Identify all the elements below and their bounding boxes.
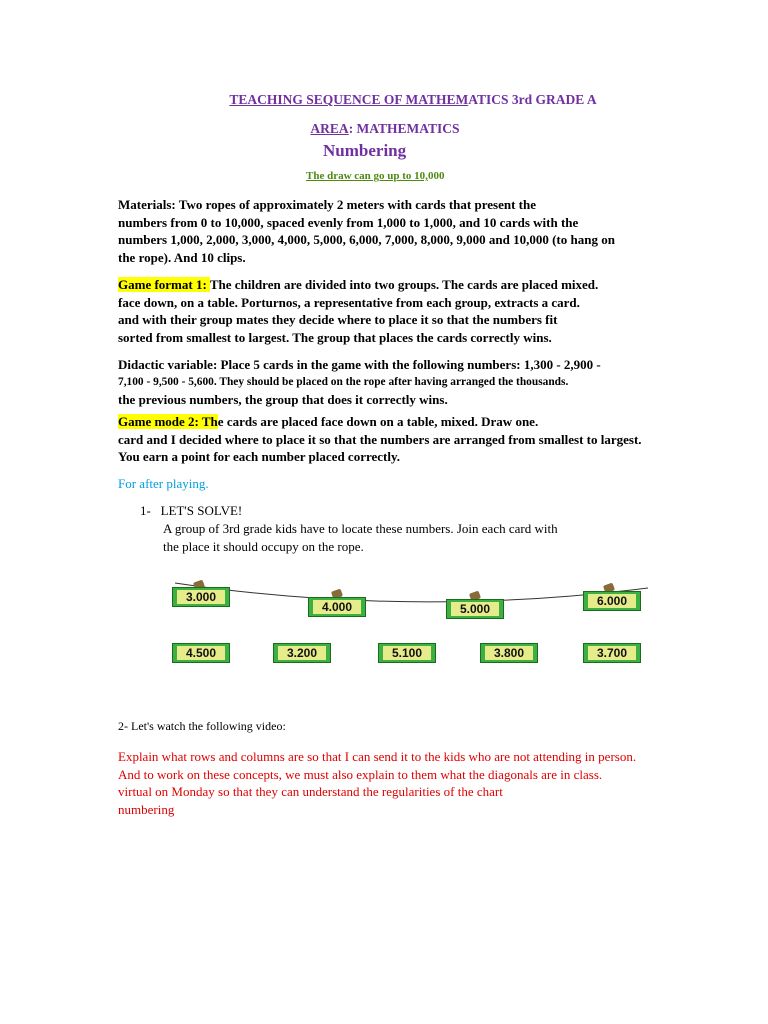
didactic-line: 7,100 - 9,500 - 5,600. They should be placed on the rope after having arranged the thousands. [118,375,569,388]
game2-line: card and I decided where to place it so that the numbers are arranged from smallest to largest. [118,431,642,447]
subtitle: Numbering [323,141,407,160]
notes-line: And to work on these concepts, we must also explain to them what the diagonals are in class. [118,766,603,782]
title-underlined: TEACHING SEQUENCE OF MATHEM [229,92,469,107]
solve-heading: LET'S SOLVE! [160,503,243,518]
materials-line: Materials: Two ropes of approximately 2 meters with cards that present the [118,197,536,212]
draw-note-underlined: The draw can go up to 10, [306,170,428,182]
loose-card-value: 4.500 [177,646,225,660]
area-value: : MATHEMATICS [348,121,460,136]
game1-line: Game format 1: The children are divided into two groups. The cards are placed mixed. [118,277,599,292]
solve-line: the place it should occupy on the rope. [163,539,364,554]
loose-card[interactable] [378,643,436,663]
draw-note [306,170,444,182]
rope-card [583,591,641,611]
game1-line: and with their group mates they decide where to place it so that the numbers fit [118,312,558,327]
teacher-notes [118,748,718,818]
after-playing-note: For after playing. [118,476,209,491]
game-format-1-paragraph [118,276,698,346]
solve-number: 1- [140,503,151,518]
rope-card-value: 5.000 [451,602,499,616]
didactic-line: Didactic variable: Place 5 cards in the game with the following numbers: 1,300 - 2,900 - [118,357,601,372]
didactic-variable-paragraph [118,356,698,409]
title-rest: ATICS 3rd GRADE A [468,92,597,107]
loose-card-value: 3.200 [278,646,326,660]
rope-card [172,587,230,607]
materials-line: numbers 1,000, 2,000, 3,000, 4,000, 5,000, 6,000, 7,000, 8,000, 9,000 and 10,000 (to hang on [118,232,615,247]
notes-line: virtual on Monday so that they can understand the regularities of the chart [118,784,503,799]
rope-card [308,597,366,617]
loose-card[interactable] [480,643,538,663]
notes-line: numbering [118,801,175,817]
materials-paragraph [118,196,698,266]
rope-card [446,599,504,619]
game-mode-2-paragraph [118,413,698,466]
game1-line: face down, on a table. Porturnos, a representative from each group, extracts a card. [118,294,580,310]
game2-highlight: Game mode 2: Th [118,414,218,429]
loose-card[interactable] [273,643,331,663]
document-title [0,92,768,108]
area-line [0,121,768,137]
materials-line: numbers from 0 to 10,000, spaced evenly from 1,000 to 1,000, and 10 cards with the [118,214,579,230]
game2-line: You earn a point for each number placed correctly. [118,449,401,464]
loose-card-value: 3.700 [588,646,636,660]
solve-line: A group of 3rd grade kids have to locate these numbers. Join each card with [163,521,558,536]
solve-section [140,502,558,556]
loose-card-value: 5.100 [383,646,431,660]
rope-card-value: 3.000 [177,590,225,604]
draw-note-rest: 000 [427,170,445,182]
game1-highlight: Game format 1: [118,277,210,292]
didactic-line: the previous numbers, the group that does it correctly wins. [118,392,448,407]
rope-card-value: 4.000 [313,600,361,614]
video-item: 2- Let's watch the following video: [118,719,286,733]
area-label: AREA [310,121,349,136]
game2-line: Game mode 2: The cards are placed face down on a table, mixed. Draw one. [118,414,539,429]
loose-card[interactable] [583,643,641,663]
rope-line [175,583,648,602]
loose-card-value: 3.800 [485,646,533,660]
materials-line: the rope). And 10 clips. [118,249,246,265]
game1-line: sorted from smallest to largest. The group that places the cards correctly wins. [118,329,552,345]
rope-card-value: 6.000 [588,594,636,608]
notes-line: Explain what rows and columns are so that I can send it to the kids who are not attending in person. [118,749,637,764]
loose-card[interactable] [172,643,230,663]
